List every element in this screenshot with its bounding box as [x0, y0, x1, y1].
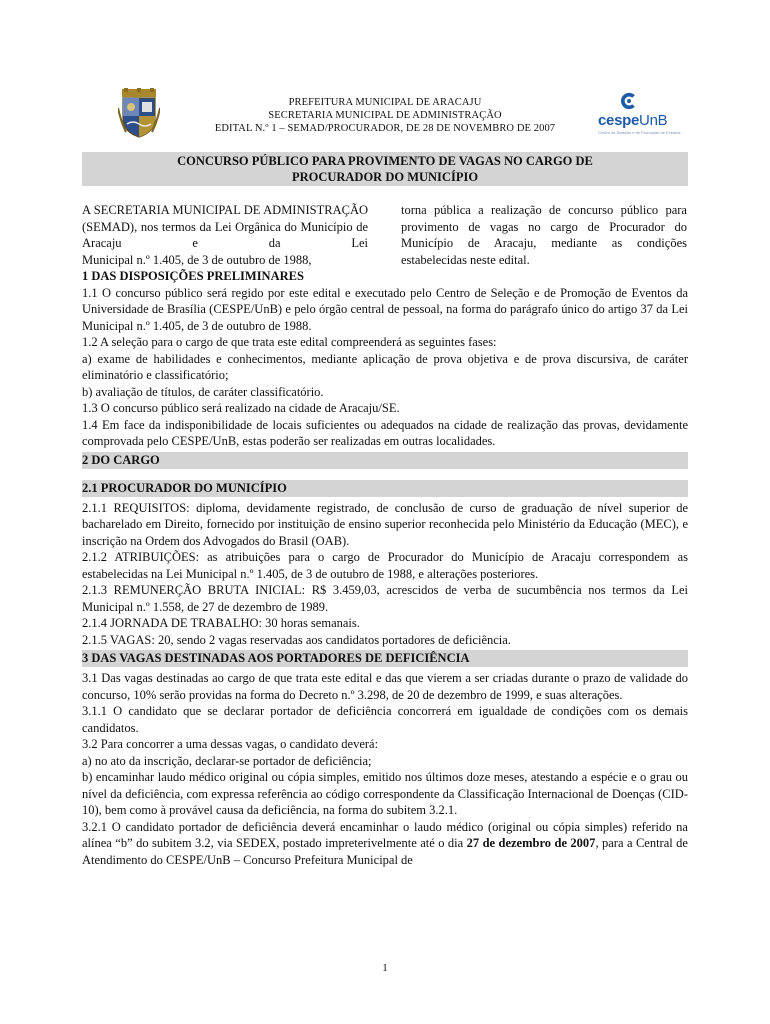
- intro-left-last-line: Municipal n.º 1.405, de 3 de outubro de 1988,: [82, 252, 312, 267]
- cespe-wordmark: cespeUnB: [598, 112, 668, 129]
- paragraph-3-1-1: 3.1.1 O candidato que se declarar portador de deficiência concorrerá em igualdade de condições com os demais candidatos.: [82, 704, 688, 735]
- intro-left-text: A SECRETARIA MUNICIPAL DE ADMINISTRAÇÃO (SEMAD), nos termos da Lei Orgânica do Município de Aracaju e da Lei: [82, 203, 368, 250]
- paragraph-3-2-1: [82, 819, 688, 869]
- document-body: [82, 268, 688, 868]
- title-line-1: CONCURSO PÚBLICO PARA PROVIMENTO DE VAGAS NO CARGO DE: [177, 154, 593, 168]
- section-1-heading: 1 DAS DISPOSIÇÕES PRELIMINARES: [82, 269, 304, 283]
- document-header: [0, 88, 770, 144]
- paragraph-3-2-1-end: , para a Central de Atendimento do CESPE/UnB – Concurso Prefeitura Municipal de: [82, 836, 688, 867]
- cespe-swirl-icon: [620, 92, 638, 110]
- paragraph-2-1-4: 2.1.4 JORNADA DE TRABALHO: 30 horas semanais.: [82, 616, 360, 630]
- section-2-1-heading: 2.1 PROCURADOR DO MUNICÍPIO: [82, 480, 688, 497]
- cespe-unb-logo: [590, 88, 681, 138]
- paragraph-2-1-1: 2.1.1 REQUISITOS: diploma, devidamente registrado, de conclusão de curso de graduação de nível superior de bacharelado em Direito, fornecido por instituição de ensino superior reconhecida pelo Ministério da Educação (MEC), e inscrição na Ordem dos Advogados do Brasil (OAB).: [82, 500, 688, 548]
- paragraph-2-1-5: 2.1.5 VAGAS: 20, sendo 2 vagas reservadas aos candidatos portadores de deficiência.: [82, 632, 511, 647]
- aracaju-coat-of-arms-icon: [118, 88, 160, 138]
- deadline-date: 27 de dezembro de 2007: [466, 836, 596, 850]
- header-line-edital: EDITAL N.º 1 – SEMAD/PROCURADOR, DE 28 DE NOVEMBRO DE 2007: [214, 123, 556, 134]
- paragraph-1-2-a: a) exame de habilidades e conhecimentos, mediante aplicação de prova objetiva e de prova discursiva, de caráter eliminatório e classificatório;: [82, 351, 688, 382]
- paragraph-1-2: 1.2 A seleção para o cargo de que trata este edital compreenderá as seguintes fases:: [82, 335, 497, 349]
- paragraph-3-2: 3.2 Para concorrer a uma dessas vagas, o candidato deverá:: [82, 737, 379, 751]
- intro-left-column: [82, 202, 368, 268]
- paragraph-1-4: 1.4 Em face da indisponibilidade de locais suficientes ou adequados na cidade de realização das provas, devidamente comprovada pelo CESPE/UnB, estas poderão ser realizadas em outras localidades.: [82, 417, 688, 448]
- cespe-tagline: Centro de Seleção e de Promoção de Eventos: [598, 130, 681, 135]
- page-number: 1: [382, 962, 388, 974]
- header-text-block: [180, 96, 590, 135]
- paragraph-1-2-b: b) avaliação de títulos, de caráter classificatório.: [82, 384, 324, 399]
- document-title: [82, 152, 688, 186]
- header-line-secretaria: SECRETARIA MUNICIPAL DE ADMINISTRAÇÃO: [268, 110, 502, 121]
- header-line-prefeitura: PREFEITURA MUNICIPAL DE ARACAJU: [288, 97, 482, 108]
- paragraph-3-2-1-start: 3.2.1 O candidato portador de deficiência deverá encaminhar o laudo médico (original ou cópia simples) referido na alínea “b” do subitem 3.2, via SEDEX, postado impreterivelmente até o dia: [82, 819, 688, 850]
- paragraph-2-1-2: 2.1.2 ATRIBUIÇÕES: as atribuições para o cargo de Procurador do Município de Aracaju correspondem as estabelecidas na Lei Municipal n.º 1.405, de 3 de outubro de 1988, e alterações posteriores.: [82, 550, 688, 581]
- paragraph-1-3: 1.3 O concurso público será realizado na cidade de Aracaju/SE.: [82, 401, 400, 415]
- section-2-heading: 2 DO CARGO: [82, 452, 688, 469]
- paragraph-3-1: 3.1 Das vagas destinadas ao cargo de que trata este edital e das que vierem a ser criadas durante o prazo de validade do concurso, 10% serão providas na forma do Decreto n.º 3.298, de 20 de dezembro de 1999, e suas alterações.: [82, 671, 688, 702]
- intro-right-column: torna pública a realização de concurso público para provimento de vagas no cargo de Procurador do Município de Aracaju, mediante as condições estabelecidas neste edital.: [401, 203, 687, 267]
- section-3-heading: 3 DAS VAGAS DESTINADAS AOS PORTADORES DE DEFICIÊNCIA: [82, 650, 688, 667]
- paragraph-3-2-b: b) encaminhar laudo médico original ou cópia simples, emitido nos últimos doze meses, atestando a espécie e o grau ou nível da deficiência, com expressa referência ao código correspondente da Classificação Internacional de Doenças (CID-10), bem como à provável causa da deficiência, na forma do subitem 3.2.1.: [82, 770, 688, 817]
- paragraph-1-1: 1.1 O concurso público será regido por este edital e executado pelo Centro de Seleção e de Promoção de Eventos da Universidade de Brasília (CESPE/UnB) e pelo órgão central de pessoal, na forma do parágrafo único do artigo 37 da Lei Municipal n.º 1.405, de 3 de outubro de 1988.: [82, 285, 688, 333]
- paragraph-3-2-a: a) no ato da inscrição, declarar-se portador de deficiência;: [82, 753, 372, 768]
- title-line-2: PROCURADOR DO MUNICÍPIO: [291, 170, 479, 184]
- paragraph-2-1-3: 2.1.3 REMUNERÇÃO BRUTA INICIAL: R$ 3.459,03, acrescidos de verba de sucumbência nos termos da Lei Municipal n.º 1.558, de 27 de dezembro de 1989.: [82, 583, 688, 614]
